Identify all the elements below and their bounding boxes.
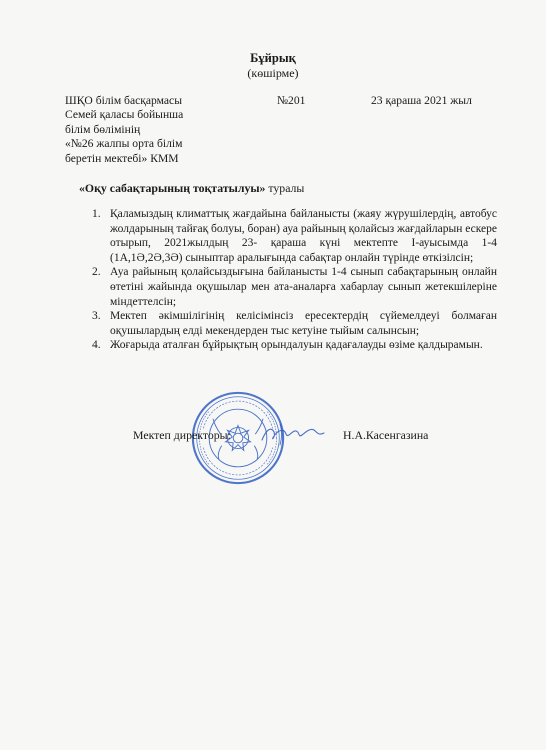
document-subject — [79, 181, 304, 195]
order-item — [76, 338, 497, 353]
order-item-text: Жоғарыда аталған бұйрықтың орындалуын қадағалауды өзіме қалдырамын. — [110, 339, 483, 352]
order-item — [76, 309, 497, 338]
order-item — [76, 265, 497, 309]
organization-line: білім бөлімінің — [65, 122, 141, 136]
organization-line: «№26 жалпы орта білім — [65, 137, 183, 151]
document-subtitle: (көшірме) — [247, 66, 299, 80]
organization-block — [65, 94, 245, 166]
document-number: №201 — [277, 94, 306, 107]
organization-line: ШҚО білім басқармасы — [65, 94, 182, 107]
signature-name: Н.А.Касенгазина — [343, 428, 429, 442]
order-item-text: Мектеп әкімшілігінің келісімінсіз ересектердің сүйемелдеуі болмаған оқушылардың елді мекендерден тыс кетуіне тыйым салынсын; — [110, 310, 497, 337]
order-item-number: 4. — [92, 339, 101, 352]
organization-line: Семей қаласы бойынша — [65, 108, 184, 122]
subject-bold: «Оқу сабақтарының тоқтатылуы» — [79, 181, 266, 195]
document-title: Бұйрық — [250, 51, 296, 65]
subject-rest: туралы — [265, 181, 305, 195]
organization-line: беретін мектебі» КММ — [65, 151, 179, 165]
handwritten-signature-icon — [258, 418, 328, 448]
order-item — [76, 207, 497, 265]
order-item-number: 3. — [92, 310, 101, 323]
signature-title: Мектеп директоры: — [133, 428, 231, 442]
order-item-number: 2. — [92, 266, 101, 279]
order-item-number: 1. — [92, 208, 101, 220]
order-items-list — [76, 207, 497, 353]
order-item-text: Қаламыздың климаттық жағдайына байланысты (жаяу жүрушілердің, автобус жолдарының тайғақ болуы, боран) ауа райының қолайсыз жағдайларын ескере отырып, 2021жылдың 23- қараша күні мектепте І-ауысымда 1-4 (1А,1Ә,2Ә,3Ә) сыныптар аралығында сабақтар онлайн түрінде өткізілсін; — [110, 208, 497, 264]
order-item-text: Ауа райының қолайсыздығына байланысты 1-4 сынып сабақтарының онлайн өтетіні жайында оқушылар мен ата-аналарға хабарлау сынып жетекшілеріне міндеттелсін; — [110, 266, 497, 308]
document-date: 23 қараша 2021 жыл — [371, 94, 472, 107]
